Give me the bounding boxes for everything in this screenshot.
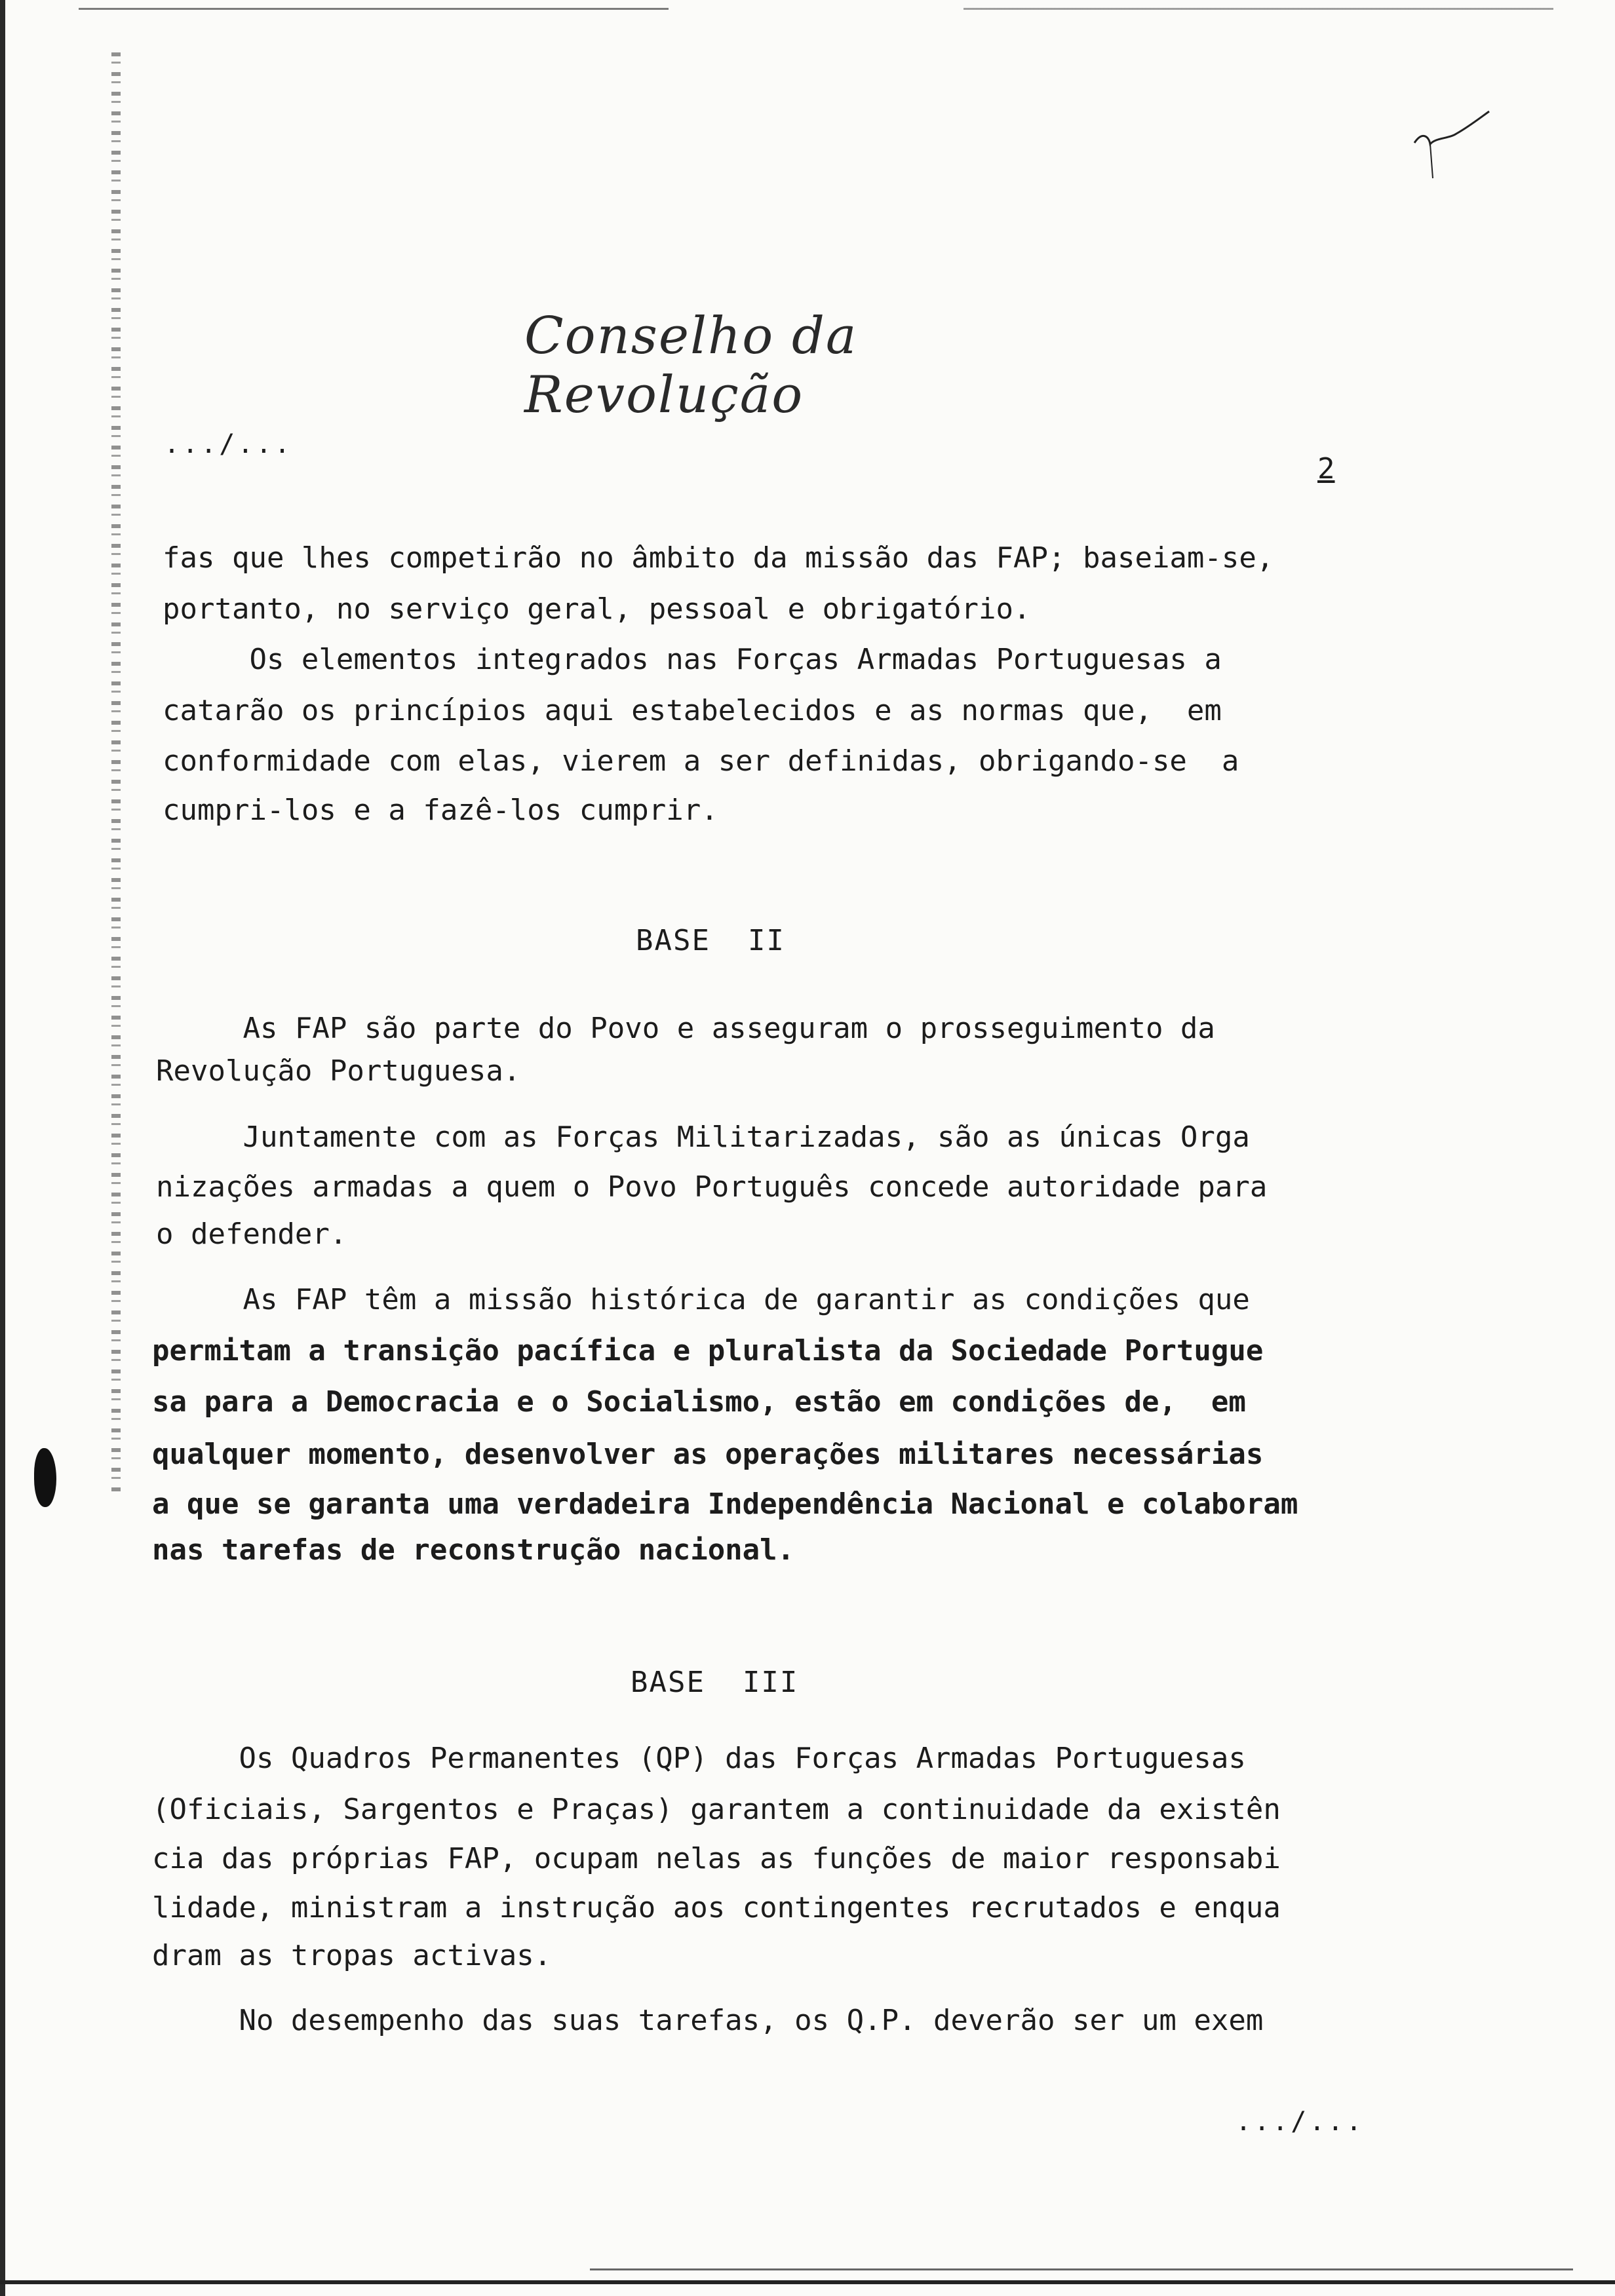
- continuation-marker-bottom: .../...: [1236, 2107, 1365, 2137]
- text-line: lidade, ministram a instrução aos contingentes recrutados e enqua: [152, 1891, 1281, 1924]
- text-line: No desempenho das suas tarefas, os Q.P. deverão ser um exem: [152, 2004, 1264, 2037]
- text-line: permitam a transição pacífica e pluralista da Sociedade Portugue: [152, 1334, 1264, 1368]
- scan-bottom-line: [0, 2280, 1615, 2284]
- text-line: fas que lhes competirão no âmbito da missão das FAP; baseiam-se,: [163, 541, 1274, 575]
- handwritten-initials: [1403, 105, 1494, 183]
- scan-left-edge: [0, 0, 5, 2296]
- text-line: (Oficiais, Sargentos e Praças) garantem a continuidade da existên: [152, 1793, 1281, 1826]
- scan-smudge: [111, 52, 121, 1494]
- text-line: portanto, no serviço geral, pessoal e obrigatório.: [163, 592, 1031, 626]
- continuation-marker-top: .../...: [164, 429, 293, 459]
- text-line: nizações armadas a quem o Povo Português concede autoridade para: [156, 1170, 1268, 1204]
- text-line: o defender.: [156, 1217, 347, 1251]
- text-line: dram as tropas activas.: [152, 1939, 552, 1972]
- text-line: qualquer momento, desenvolver as operações militares necessárias: [152, 1438, 1264, 1471]
- text-line: cia das próprias FAP, ocupam nelas as funções de maior responsabi: [152, 1842, 1281, 1875]
- section-heading-base-ii: BASE II: [636, 924, 785, 957]
- page-number: 2: [1317, 452, 1335, 486]
- text-line: conformidade com elas, vierem a ser definidas, obrigando-se a: [163, 744, 1239, 778]
- ink-blot: [34, 1448, 56, 1507]
- text-line: a que se garanta uma verdadeira Independência Nacional e colaboram: [152, 1487, 1298, 1521]
- text-line: Os elementos integrados nas Forças Armadas Portuguesas a: [163, 643, 1222, 676]
- text-line: As FAP têm a missão histórica de garantir as condições que: [156, 1283, 1250, 1316]
- text-line: Os Quadros Permanentes (QP) das Forças Armadas Portuguesas: [152, 1742, 1246, 1775]
- text-line: cumpri-los e a fazê-los cumprir.: [163, 794, 718, 827]
- text-line: sa para a Democracia e o Socialismo, estão em condições de, em: [152, 1385, 1246, 1419]
- text-line: nas tarefas de reconstrução nacional.: [152, 1533, 795, 1567]
- text-line: Revolução Portuguesa.: [156, 1054, 521, 1088]
- text-line: As FAP são parte do Povo e asseguram o prosseguimento da: [156, 1012, 1215, 1045]
- text-line: catarão os princípios aqui estabelecidos e as normas que, em: [163, 694, 1222, 727]
- section-heading-base-iii: BASE III: [631, 1666, 799, 1699]
- scan-bottom-line-2: [590, 2268, 1573, 2270]
- scan-top-line: [79, 8, 1553, 10]
- letterhead: Conselho da Revolução: [524, 307, 858, 425]
- text-line: Juntamente com as Forças Militarizadas, são as únicas Orga: [156, 1120, 1250, 1154]
